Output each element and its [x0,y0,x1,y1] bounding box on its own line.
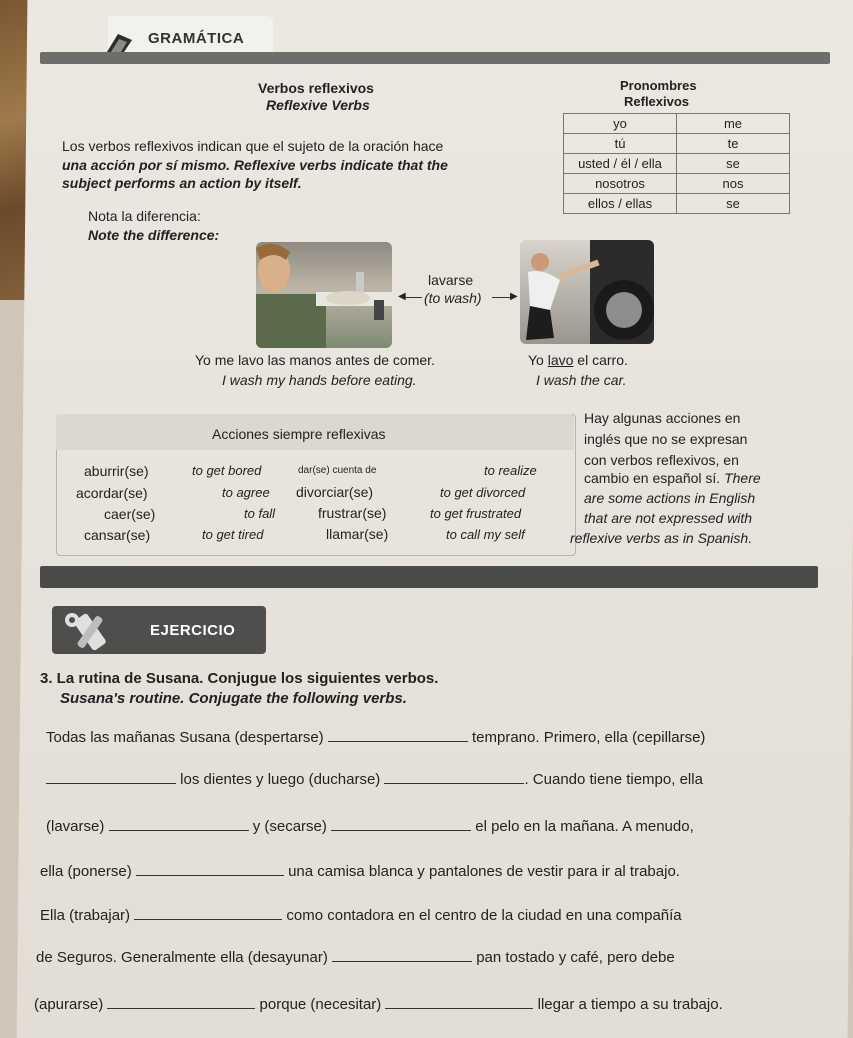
side-note-en-line2: that are not expressed with [584,510,753,526]
table-row [564,134,790,154]
example-right-en: I wash the car. [536,372,627,388]
ejercicio-instruction-es: 3. La rutina de Susana. Conjugue los siguientes verbos. [40,670,439,687]
exercise-line-1 [46,728,705,746]
heading-es: Verbos reflexivos [258,80,374,96]
pronoun-cell: yo [564,114,677,134]
table-row [564,194,790,214]
answer-blank-despertarse[interactable] [328,728,468,742]
reflexive-cell: me [677,114,790,134]
accion-es1: aburrir(se) [84,463,149,479]
child-washing-car-illustration [520,240,654,344]
exercise-text: de Seguros. Generalmente ella (desayunar) [36,949,328,966]
nota-en: Note the difference: [88,227,220,243]
section-title: GRAMÁTICA [148,30,245,47]
exercise-text: el pelo en la mañana. A menudo, [475,818,694,835]
pronoun-cell: tú [564,134,677,154]
exercise-text: como contadora en el centro de la ciudad en una compañía [286,907,682,924]
answer-blank-lavarse[interactable] [109,817,249,831]
pronouns-title1: Pronombres [620,78,697,93]
accion-es2: llamar(se) [326,526,389,542]
accion-es2: frustrar(se) [318,505,387,521]
accion-es1: cansar(se) [84,527,151,543]
exercise-text: temprano. Primero, ella (cepillarse) [472,729,706,746]
accion-es1: acordar(se) [76,485,148,501]
acciones-title: Acciones siempre reflexivas [212,426,386,442]
nota-es: Nota la diferencia: [88,208,201,224]
table-row [564,114,790,134]
accion-en1: to get bored [192,463,262,478]
photo-boy-washing-hands [256,242,392,348]
intro-paragraph-line2 [62,157,448,173]
exercise-line-5 [40,906,682,924]
reflexive-cell: nos [677,174,790,194]
exercise-text: (lavarse) [46,818,105,835]
side-note-es-line3: con verbos reflexivos, en [584,452,739,468]
pronoun-cell: ellos / ellas [564,194,677,214]
answer-blank-ponerse[interactable] [136,862,284,876]
verb-lavarse: lavarse [428,272,474,288]
table-row [564,154,790,174]
accion-en2: to get frustrated [430,506,522,521]
exercise-text: (apurarse) [34,996,104,1013]
answer-blank-desayunar[interactable] [332,948,472,962]
ejercicio-instruction-en: Susana's routine. Conjugate the following verbs. [60,690,407,707]
pronoun-cell: nosotros [564,174,677,194]
side-note-line4 [584,470,761,486]
accion-es1: caer(se) [104,506,156,522]
accion-en2: to realize [484,463,537,478]
answer-blank-apurarse[interactable] [107,995,255,1009]
side-note-es-line2: inglés que no se expresan [584,431,748,447]
intro-paragraph-line3: subject performs an action by itself. [62,175,302,191]
example-right-es-pre: Yo [528,352,548,368]
side-note-en-line1: are some actions in English [584,490,756,506]
accion-es2: divorciar(se) [296,484,374,500]
exercise-text: Todas las mañanas Susana (despertarse) [46,729,324,746]
reflexive-cell: se [677,154,790,174]
exercise-text: ella (ponerse) [40,863,132,880]
exercise-line-2 [46,770,703,788]
accion-en2: to call my self [446,527,525,542]
answer-blank-secarse[interactable] [331,817,471,831]
accion-en1: to fall [244,506,276,521]
intro-paragraph-line1: Los verbos reflexivos indican que el sujeto de la oración hace [62,138,444,154]
example-left-en: I wash my hands before eating. [222,372,417,388]
accion-es2: dar(se) cuenta de [298,465,377,476]
reflexive-cell: te [677,134,790,154]
boy-washing-hands-illustration [256,242,392,348]
exercise-text: porque (necesitar) [259,996,382,1013]
photo-child-washing-car [520,240,654,344]
example-right-es-underlined: lavo [547,352,574,368]
exercise-text: . Cuando tiene tiempo, ella [524,771,703,788]
exercise-line-3 [46,817,694,835]
side-note-es-line1: Hay algunas acciones en [584,410,741,426]
exercise-text: una camisa blanca y pantalones de vestir para ir al trabajo. [288,863,680,880]
exercise-text: y (secarse) [252,818,327,835]
accion-en1: to agree [222,485,270,500]
answer-blank-necesitar[interactable] [385,995,533,1009]
accion-en2: to get divorced [440,485,526,500]
exercise-text: pan tostado y café, pero debe [476,949,675,966]
pronoun-cell: usted / él / ella [564,154,677,174]
exercise-line-4 [40,862,680,880]
side-note-en-inline: There [724,470,761,486]
tools-icon [60,610,120,652]
side-note-es-line4: cambio en español sí. [584,470,721,486]
exercise-line-6 [36,948,675,966]
intro-paragraph-line2-text: una acción por sí mismo. Reflexive verbs indicate that the [62,157,448,173]
section-divider-bar [40,566,818,588]
example-right-es-post: el carro. [573,352,628,368]
answer-blank-ducharse[interactable] [384,770,524,784]
answer-blank-trabajar[interactable] [134,906,282,920]
exercise-text: Ella (trabajar) [40,907,131,924]
right-arrowhead-icon: ▶ [510,291,518,302]
accion-en1: to get tired [202,527,264,542]
header-divider-bar [40,52,830,64]
exercise-text: los dientes y luego (ducharse) [180,771,381,788]
heading-en: Reflexive Verbs [266,97,370,113]
exercise-line-7 [34,995,723,1013]
exercise-text: llegar a tiempo a su trabajo. [537,996,723,1013]
answer-blank-cepillarse[interactable] [46,770,176,784]
pronouns-title2: Reflexivos [624,94,690,109]
verb-lavarse-translation: (to wash) [424,290,482,306]
example-left-es: Yo me lavo las manos antes de comer. [195,352,435,368]
pronouns-table [563,113,790,214]
table-row [564,174,790,194]
ejercicio-label: EJERCICIO [150,622,236,639]
reflexive-cell: se [677,194,790,214]
left-arrowhead-icon: ◀ [398,291,406,302]
side-note-en-line3: reflexive verbs as in Spanish. [570,530,753,546]
example-right-es [528,352,628,368]
